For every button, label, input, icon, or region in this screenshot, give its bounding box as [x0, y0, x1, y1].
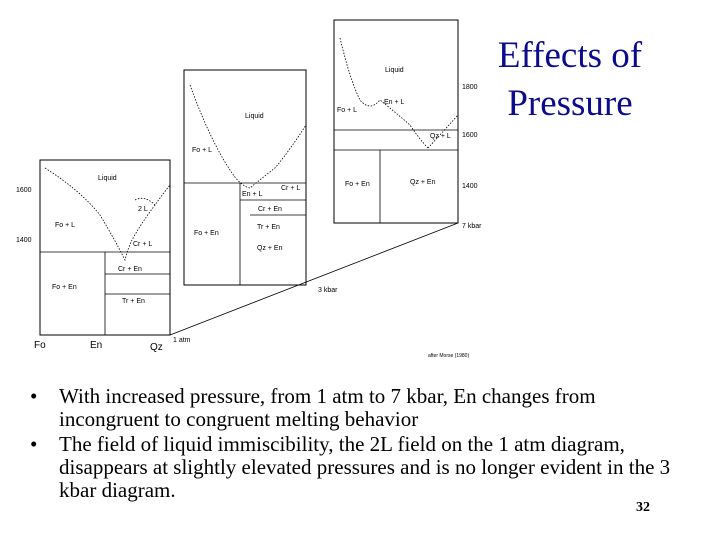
label-1atm-fo-l: Fo + L	[55, 222, 76, 229]
slide-number: 32	[636, 500, 650, 515]
label-7kbar-fo-en: Fo + En	[345, 181, 370, 188]
label-7kbar-qz-en: Qz + En	[410, 179, 436, 186]
temp-7kbar-1600: 1600	[462, 132, 478, 139]
label-3kbar-tr-en: Tr + En	[257, 224, 280, 231]
panel-7kbar-frame	[334, 20, 458, 223]
panel-3kbar	[184, 70, 306, 285]
panel-1atm	[16, 160, 170, 335]
label-3kbar-fo-l: Fo + L	[192, 147, 213, 154]
panel-7kbar	[334, 20, 482, 230]
bullet-text: With increased pressure, from 1 atm to 7 kbar, En changes from incongruent to congruent melting behavior	[59, 384, 596, 431]
label-1atm-cr-l: Cr + L	[133, 241, 153, 248]
label-1atm-cr-en: Cr + En	[118, 266, 142, 273]
bullet-glyph: •	[30, 384, 38, 408]
label-1atm-2l: 2 L	[138, 206, 148, 213]
label-3kbar-cr-en: Cr + En	[258, 206, 282, 213]
label-1atm-tr-en: Tr + En	[122, 298, 145, 305]
slide-title: Effects of Pressure	[497, 35, 643, 124]
label-1atm-liquid: Liquid	[98, 175, 117, 182]
label-3kbar-fo-en: Fo + En	[194, 230, 219, 237]
bullet-text: The field of liquid immiscibility, the 2L field on the 1 atm diagram, disappears at slightly elevated pressures and is no longer evident in the 3 kbar diagram.	[59, 432, 671, 502]
label-7kbar-en-l: En + L	[384, 99, 405, 106]
label-3kbar-cr-l: Cr + L	[281, 185, 301, 192]
label-3kbar-liquid: Liquid	[245, 113, 264, 120]
pressure-1atm: 1 atm	[173, 337, 191, 344]
label-7kbar-fo-l: Fo + L	[337, 107, 358, 114]
axis-label-en: En	[90, 340, 103, 351]
label-3kbar-qz-en: Qz + En	[257, 245, 283, 252]
axis-label-fo: Fo	[34, 340, 46, 351]
label-7kbar-liquid: Liquid	[385, 67, 404, 74]
label-1atm-fo-en: Fo + En	[52, 284, 77, 291]
diagram-credit: after Morse (1980)	[428, 353, 470, 359]
pressure-3kbar: 3 kbar	[318, 287, 338, 294]
axis-label-qz: Qz	[150, 342, 163, 353]
bullet-glyph: •	[30, 432, 38, 456]
pressure-7kbar: 7 kbar	[462, 223, 482, 230]
bullet-item	[30, 433, 680, 502]
temp-7kbar-1400: 1400	[462, 183, 478, 190]
temp-1atm-1600: 1600	[16, 187, 32, 194]
temp-7kbar-1800: 1800	[462, 84, 478, 91]
bullet-item	[30, 385, 680, 431]
label-7kbar-qz-l: Qz + L	[430, 133, 451, 140]
bullet-list	[30, 385, 680, 504]
panel-3kbar-frame	[184, 70, 306, 285]
label-3kbar-en-l: En + L	[242, 191, 263, 198]
temp-1atm-1400: 1400	[16, 237, 32, 244]
